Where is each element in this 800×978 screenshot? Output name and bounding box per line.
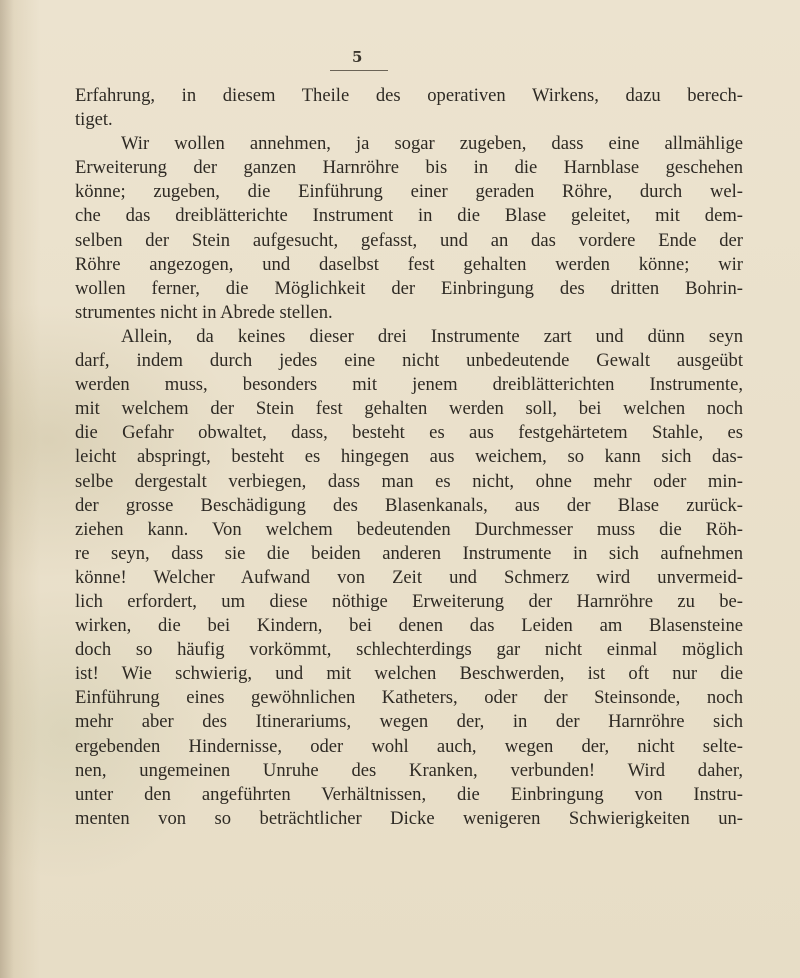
text-line: doch so häufig vorkömmt, schlechterdings gar nicht einmal möglich <box>75 639 743 661</box>
text-line: mit welchem der Stein fest gehalten werden soll, bei welchen noch <box>75 398 743 420</box>
text-line: darf, indem durch jedes eine nicht unbedeutende Gewalt ausgeübt <box>75 350 743 372</box>
text-line: strumentes nicht in Abrede stellen. <box>75 301 333 323</box>
text-line: ist! Wie schwierig, und mit welchen Beschwerden, ist oft nur die <box>75 663 743 685</box>
page-number-rule <box>330 70 388 71</box>
text-line: menten von so beträchtlicher Dicke wenigeren Schwierigkeiten un- <box>75 807 743 829</box>
text-line: wirken, die bei Kindern, bei denen das Leiden am Blasensteine <box>75 615 743 637</box>
text-line: che das dreiblätterichte Instrument in die Blase geleitet, mit dem- <box>75 205 743 227</box>
text-line: lich erfordert, um diese nöthige Erweiterung der Harnröhre zu be- <box>75 590 743 612</box>
page-number: 5 <box>352 48 363 66</box>
text-line: tiget. <box>75 109 113 131</box>
text-line: Röhre angezogen, und daselbst fest gehalten werden könne; wir <box>75 253 743 275</box>
text-line: ziehen kann. Von welchem bedeutenden Durchmesser muss die Röh- <box>75 518 743 540</box>
text-line: re seyn, dass sie die beiden anderen Instrumente in sich aufnehmen <box>75 542 743 564</box>
text-line: leicht abspringt, besteht es hingegen aus weichem, so kann sich das- <box>75 446 743 468</box>
text-line: selbe dergestalt verbiegen, dass man es nicht, ohne mehr oder min- <box>75 470 743 492</box>
text-line: ergebenden Hindernisse, oder wohl auch, wegen der, nicht selte- <box>75 735 743 757</box>
text-line: der grosse Beschädigung des Blasenkanals, aus der Blase zurück- <box>75 494 743 516</box>
text-line: könne; zugeben, die Einführung einer geraden Röhre, durch wel- <box>75 181 743 203</box>
text-line: wollen ferner, die Möglichkeit der Einbringung des dritten Bohrin- <box>75 277 743 299</box>
text-line: Erfahrung, in diesem Theile des operativen Wirkens, dazu berech- <box>75 85 743 106</box>
text-line: werden muss, besonders mit jenem dreiblätterichten Instrumente, <box>75 374 743 396</box>
text-line: könne! Welcher Aufwand von Zeit und Schmerz wird unvermeid- <box>75 566 743 588</box>
text-line: selben der Stein aufgesucht, gefasst, und an das vordere Ende der <box>75 229 743 251</box>
text-line: unter den angeführten Verhältnissen, die Einbringung von Instru- <box>75 783 743 805</box>
text-line: die Gefahr obwaltet, dass, besteht es aus festgehärtetem Stahle, es <box>75 422 743 444</box>
text-line: Erweiterung der ganzen Harnröhre bis in die Harnblase geschehen <box>75 157 743 179</box>
text-line: Einführung eines gewöhnlichen Katheters, oder der Steinsonde, noch <box>75 687 743 709</box>
text-line: Allein, da keines dieser drei Instrumente zart und dünn seyn <box>121 325 743 347</box>
body-text <box>75 84 743 831</box>
text-line: mehr aber des Itinerariums, wegen der, in der Harnröhre sich <box>75 711 743 733</box>
text-line: Wir wollen annehmen, ja sogar zugeben, dass eine allmählige <box>121 133 743 155</box>
text-line: nen, ungemeinen Unruhe des Kranken, verbunden! Wird daher, <box>75 759 743 781</box>
